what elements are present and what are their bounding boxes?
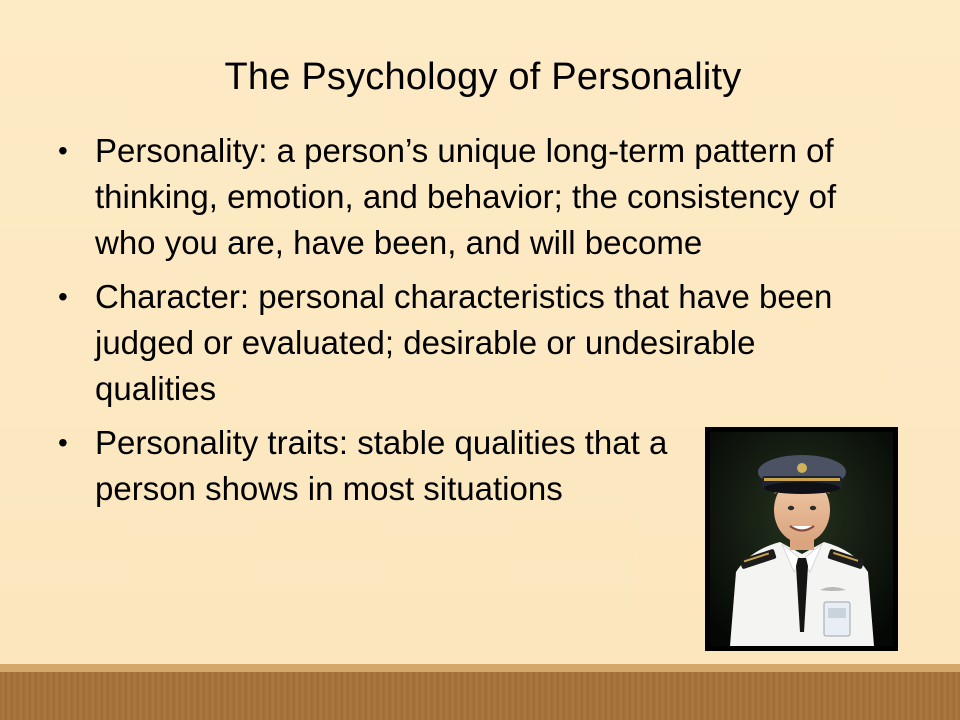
boy-pilot-photo xyxy=(710,432,893,646)
slide-title: The Psychology of Personality xyxy=(224,56,742,98)
photo-frame xyxy=(705,427,898,651)
bullet-item xyxy=(58,274,898,412)
bullet-marker: • xyxy=(58,427,68,458)
bullet-item xyxy=(58,128,898,266)
bullet-marker: • xyxy=(58,281,68,312)
bullet-text-traits: Personality traits: stable qualities that a person shows in most situations xyxy=(95,424,668,507)
bullet-text-personality: Personality: a person’s unique long-term pattern of thinking, emotion, and behavior; the consistency of who you are, have been, and will become xyxy=(95,132,837,261)
bullet-text-character: Character: personal characteristics that have been judged or evaluated; desirable or undesirable qualities xyxy=(95,278,833,407)
footer-band xyxy=(0,664,960,720)
bullet-marker: • xyxy=(58,135,68,166)
